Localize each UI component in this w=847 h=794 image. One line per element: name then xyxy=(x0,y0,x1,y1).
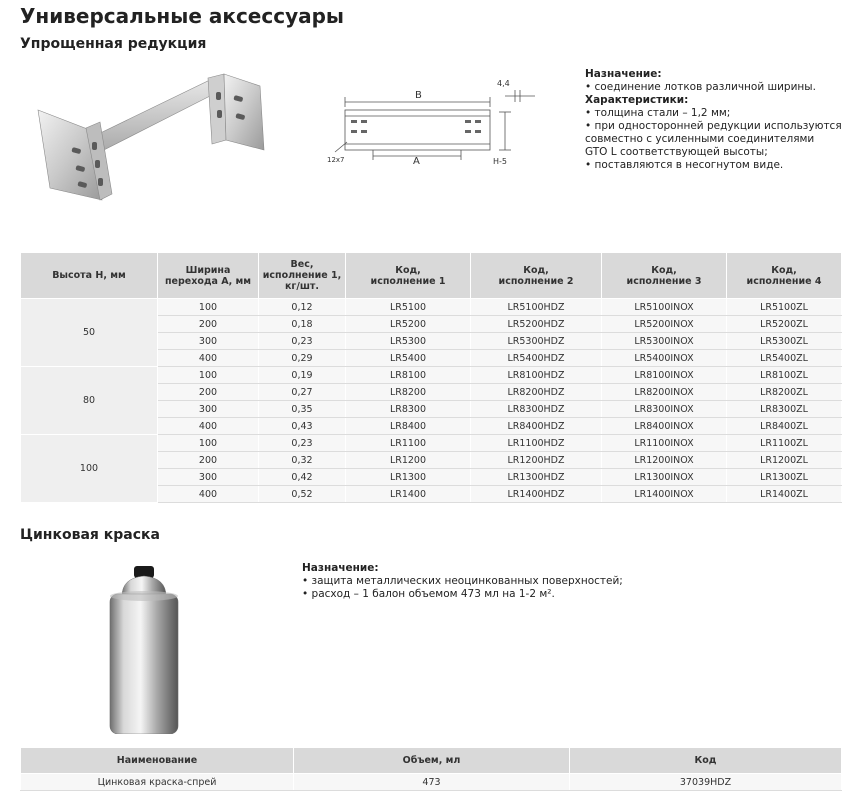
cell: LR5300ZL xyxy=(727,333,842,350)
header-weight: Вес, исполнение 1, кг/шт. xyxy=(259,253,346,299)
cell: 0,12 xyxy=(259,299,346,316)
cell: LR5300HDZ xyxy=(471,333,602,350)
cell: LR8100HDZ xyxy=(471,367,602,384)
reduction-table xyxy=(20,252,842,503)
cell: 0,18 xyxy=(259,316,346,333)
drawing-label-b: B xyxy=(415,90,422,101)
cell: 0,32 xyxy=(259,452,346,469)
cell: 400 xyxy=(158,486,259,503)
cell: LR1100 xyxy=(346,435,471,452)
cell: LR1200ZL xyxy=(727,452,842,469)
table-header-row xyxy=(21,253,842,299)
paint-purpose-item: • расход – 1 балон объемом 473 мл на 1-2 м². xyxy=(302,588,555,600)
cell: LR8400INOX xyxy=(602,418,727,435)
reduction-technical-drawing xyxy=(325,72,545,172)
purpose-label: Назначение: xyxy=(585,68,662,80)
cell: LR8100 xyxy=(346,367,471,384)
cell: 37039HDZ xyxy=(570,774,842,791)
cell: LR8300INOX xyxy=(602,401,727,418)
cell: LR5100 xyxy=(346,299,471,316)
reduction-bracket-image xyxy=(28,70,273,205)
cell: LR1100INOX xyxy=(602,435,727,452)
cell: 300 xyxy=(158,401,259,418)
cell: LR8400 xyxy=(346,418,471,435)
drawing-label-hole: 12x7 xyxy=(327,156,345,164)
cell: LR1100ZL xyxy=(727,435,842,452)
cell: LR1400 xyxy=(346,486,471,503)
cell: 0,42 xyxy=(259,469,346,486)
height-cell: 50 xyxy=(21,299,158,367)
cell: 0,35 xyxy=(259,401,346,418)
cell: 100 xyxy=(158,367,259,384)
reduction-section-title: Упрощенная редукция xyxy=(20,36,207,52)
cell: 0,23 xyxy=(259,333,346,350)
cell: LR1200 xyxy=(346,452,471,469)
characteristic-item: • поставляются в несогнутом виде. xyxy=(585,159,784,171)
characteristic-item: совместно с усиленными соединителями xyxy=(585,133,815,145)
cell: LR5300INOX xyxy=(602,333,727,350)
cell: 300 xyxy=(158,469,259,486)
table-row xyxy=(21,435,842,452)
cell: 0,27 xyxy=(259,384,346,401)
cell: LR1100HDZ xyxy=(471,435,602,452)
cell: 400 xyxy=(158,418,259,435)
table-row xyxy=(21,774,842,791)
cell: LR8400ZL xyxy=(727,418,842,435)
cell: LR8100INOX xyxy=(602,367,727,384)
cell: LR1300INOX xyxy=(602,469,727,486)
drawing-label-a: A xyxy=(413,156,420,167)
cell: LR8300ZL xyxy=(727,401,842,418)
cell: LR5100ZL xyxy=(727,299,842,316)
cell: 0,29 xyxy=(259,350,346,367)
reduction-description xyxy=(585,68,842,172)
height-cell: 100 xyxy=(21,435,158,503)
cell: LR5200ZL xyxy=(727,316,842,333)
height-cell: 80 xyxy=(21,367,158,435)
cell: 300 xyxy=(158,333,259,350)
page-title: Универсальные аксессуары xyxy=(20,4,345,28)
header-code-4: Код, исполнение 4 xyxy=(727,253,842,299)
cell: LR1400INOX xyxy=(602,486,727,503)
table-row xyxy=(21,367,842,384)
header-volume: Объем, мл xyxy=(294,748,570,774)
cell: LR5400ZL xyxy=(727,350,842,367)
cell: LR1400ZL xyxy=(727,486,842,503)
characteristic-item: GTO L соответствующей высоты; xyxy=(585,146,768,158)
characteristic-item: • толщина стали – 1,2 мм; xyxy=(585,107,731,119)
cell: LR5400HDZ xyxy=(471,350,602,367)
cell: LR5200HDZ xyxy=(471,316,602,333)
cell: 100 xyxy=(158,435,259,452)
cell: 0,43 xyxy=(259,418,346,435)
paint-description xyxy=(302,562,623,601)
header-code-1: Код, исполнение 1 xyxy=(346,253,471,299)
table-row xyxy=(21,299,842,316)
header-name: Наименование xyxy=(21,748,294,774)
header-code: Код xyxy=(570,748,842,774)
cell: LR8300HDZ xyxy=(471,401,602,418)
cell: LR5100HDZ xyxy=(471,299,602,316)
cell: LR1200HDZ xyxy=(471,452,602,469)
paint-purpose-item: • защита металлических неоцинкованных поверхностей; xyxy=(302,575,623,587)
drawing-label-thickness: 4,4 xyxy=(497,79,510,88)
purpose-item: • соединение лотков различной ширины. xyxy=(585,81,816,93)
cell: 0,52 xyxy=(259,486,346,503)
cell: 200 xyxy=(158,316,259,333)
cell: LR5100INOX xyxy=(602,299,727,316)
cell: LR8300 xyxy=(346,401,471,418)
cell: LR8400HDZ xyxy=(471,418,602,435)
cell: LR1200INOX xyxy=(602,452,727,469)
paint-table-header-row xyxy=(21,748,842,774)
header-code-3: Код, исполнение 3 xyxy=(602,253,727,299)
cell: LR5400 xyxy=(346,350,471,367)
cell: 200 xyxy=(158,384,259,401)
cell: LR8200HDZ xyxy=(471,384,602,401)
paint-purpose-label: Назначение: xyxy=(302,562,379,574)
header-width: Ширина перехода А, мм xyxy=(158,253,259,299)
header-height: Высота H, мм xyxy=(21,253,158,299)
cell: 400 xyxy=(158,350,259,367)
cell: LR1300ZL xyxy=(727,469,842,486)
cell: LR1400HDZ xyxy=(471,486,602,503)
cell: Цинковая краска-спрей xyxy=(21,774,294,791)
cell: LR5200INOX xyxy=(602,316,727,333)
paint-section-title: Цинковая краска xyxy=(20,527,160,543)
cell: LR8200INOX xyxy=(602,384,727,401)
cell: LR8100ZL xyxy=(727,367,842,384)
cell: 473 xyxy=(294,774,570,791)
characteristics-label: Характеристики: xyxy=(585,94,689,106)
drawing-label-height: H-5 xyxy=(493,157,507,166)
header-code-2: Код, исполнение 2 xyxy=(471,253,602,299)
cell: LR5400INOX xyxy=(602,350,727,367)
cell: 100 xyxy=(158,299,259,316)
cell: LR8200 xyxy=(346,384,471,401)
cell: 0,19 xyxy=(259,367,346,384)
cell: LR5200 xyxy=(346,316,471,333)
cell: 200 xyxy=(158,452,259,469)
cell: LR1300 xyxy=(346,469,471,486)
characteristic-item: • при односторонней редукции используются xyxy=(585,120,842,132)
cell: 0,23 xyxy=(259,435,346,452)
spray-can-image xyxy=(100,566,200,734)
cell: LR1300HDZ xyxy=(471,469,602,486)
cell: LR8200ZL xyxy=(727,384,842,401)
cell: LR5300 xyxy=(346,333,471,350)
paint-table xyxy=(20,747,842,791)
